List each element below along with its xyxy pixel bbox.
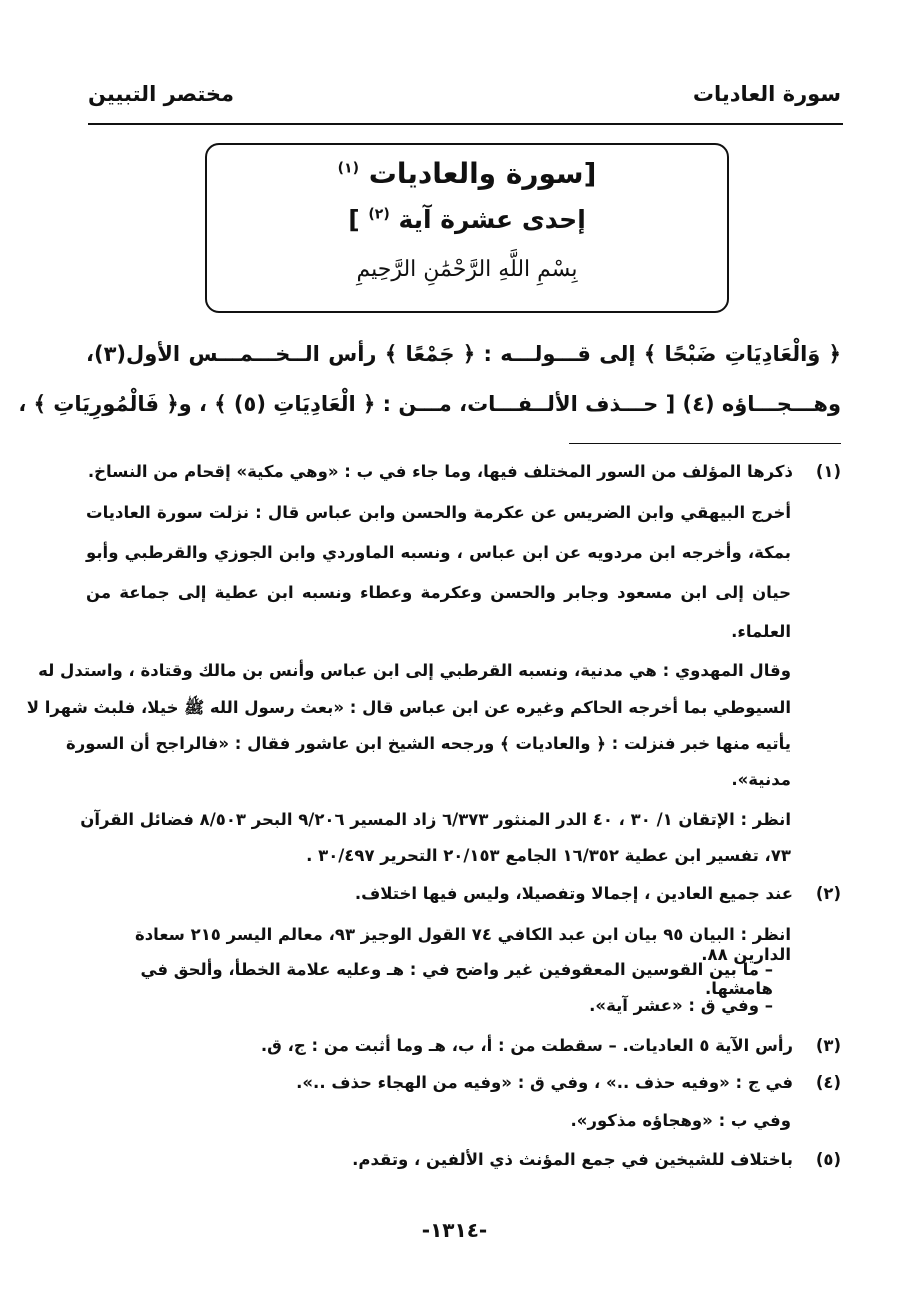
footnote-1-para-1-line-4: العلماء.	[731, 622, 791, 641]
footnote-2-line-2: انظر : البيان ٩٥ بيان ابن عبد الكافي ٧٤ القول الوجيز ٩٣، معالم اليسر ٢١٥ سعادة الدارين ٨٨.	[134, 925, 791, 964]
footnote-3	[86, 1036, 841, 1056]
page-number: -١٣١٤-	[421, 1218, 488, 1242]
footnote-1-para-2-line-4: مدنية».	[731, 770, 791, 789]
footnote-2-number: (٢)	[815, 884, 841, 903]
footnote-3-line-1: رأس الآية ٥ العاديات. – سقطت من : أ، ب، هـ وما أثبت من : ج، ق.	[260, 1036, 793, 1055]
body-line-2: وهـــجـــاؤه (٤) [ حـــذف الألــفـــات، مـــن : ﴿ الْعَادِيَاتِ (٥) ﴾ ، و﴿ فَالْمُورِيَاتِ ﴾ ،	[18, 392, 841, 416]
footnote-2	[86, 884, 841, 904]
ayah-count: إحدى عشرة آية	[398, 205, 586, 234]
surah-title: [سورة والعاديات	[368, 157, 597, 190]
footnote-2-line-3: – ما بين القوسين المعقوفين غير واضح في : هـ وعليه علامة الخطأ، وألحق في هامشها.	[140, 960, 773, 998]
footnote-1	[86, 462, 841, 482]
running-header-book: مختصر التبيين	[88, 82, 235, 106]
footnote-4-line-2: وفي ب : «وهجاؤه مذكور».	[570, 1111, 791, 1130]
surah-title-footnote-ref: (١)	[337, 160, 359, 177]
footnote-4-line-1: في ج : «وفيه حذف ..» ، وفي ق : «وفيه من الهجاء حذف ..».	[296, 1073, 793, 1092]
footnote-1-references-line-1: انظر : الإتقان ١/ ٣٠ ، ٤٠ الدر المنثور ٦/٣٧٣ زاد المسير ٩/٢٠٦ البحر ٨/٥٠٣ فضائل القرآن	[80, 810, 791, 829]
footnote-1-references-line-2: ٧٣، تفسير ابن عطية ١٦/٣٥٢ الجامع ٢٠/١٥٣ التحرير ٣٠/٤٩٧ .	[306, 846, 791, 865]
footnote-1-para-2-line-3: يأتيه منها خبر فنزلت : ﴿ والعاديات ﴾ ورجحه الشيخ ابن عاشور فقال : «فالراجح أن السورة	[66, 734, 791, 753]
footnote-4	[86, 1073, 841, 1093]
footnote-1-para-2-line-2: السيوطي بما أخرجه الحاكم وغيره عن ابن عباس قال : «بعث رسول الله ﷺ خيلا، فلبث شهرا لا	[26, 698, 791, 717]
footnote-1-para-1-line-2: بمكة، وأخرجه ابن مردويه عن ابن عباس ، ونسبه الماوردي وابن الجوزي والقرطبي وأبو	[86, 543, 791, 562]
ayah-count-footnote-ref: (٢)	[368, 206, 390, 223]
ayah-count-line	[207, 205, 727, 234]
basmala: بِسْمِ اللَّهِ الرَّحْمَٰنِ الرَّحِيمِ	[356, 257, 578, 282]
ayah-count-bracket: ]	[348, 205, 360, 234]
surah-title-line	[207, 157, 727, 190]
footnote-3-number: (٣)	[815, 1036, 841, 1055]
body-line-1: ﴿ وَالْعَادِيَاتِ ضَبْحًا ﴾ إلى قـــولـــه : ﴿ جَمْعًا ﴾ رأس الــخـــمـــس الأول(٣)،	[86, 342, 841, 366]
footnote-1-para-2-line-1: وقال المهدوي : هي مدنية، ونسبه القرطبي إلى ابن عباس وأنس بن مالك وقتادة ، واستدل له	[38, 661, 791, 680]
footnote-2-line-1: عند جميع العادين ، إجمالا وتفصيلا، وليس فيها اختلاف.	[354, 884, 793, 903]
footnote-4-number: (٤)	[815, 1073, 841, 1092]
footnote-2-line-4: – وفي ق : «عشر آية».	[589, 996, 773, 1015]
footnote-1-para-1-line-3: حيان إلى ابن مسعود وجابر والحسن وعكرمة وعطاء ونسبه ابن عطية إلى جماعة من	[86, 583, 791, 602]
footnote-1-line-1: ذكرها المؤلف من السور المختلف فيها، وما جاء في ب : «وهي مكية» إقحام من النساخ.	[87, 462, 793, 481]
running-header-surah: سورة العاديات	[692, 82, 841, 106]
footnote-1-number: (١)	[815, 462, 841, 481]
footnote-5	[86, 1150, 841, 1170]
footnote-separator	[569, 443, 841, 444]
surah-title-box	[205, 143, 729, 313]
footnote-5-number: (٥)	[815, 1150, 841, 1169]
footnote-5-line-1: باختلاف للشيخين في جمع المؤنث ذي الألفين ، وتقدم.	[352, 1150, 793, 1169]
header-rule	[88, 123, 843, 125]
footnote-1-para-1-line-1: أخرج البيهقي وابن الضريس عن عكرمة والحسن وابن عباس قال : نزلت سورة العاديات	[86, 503, 791, 522]
